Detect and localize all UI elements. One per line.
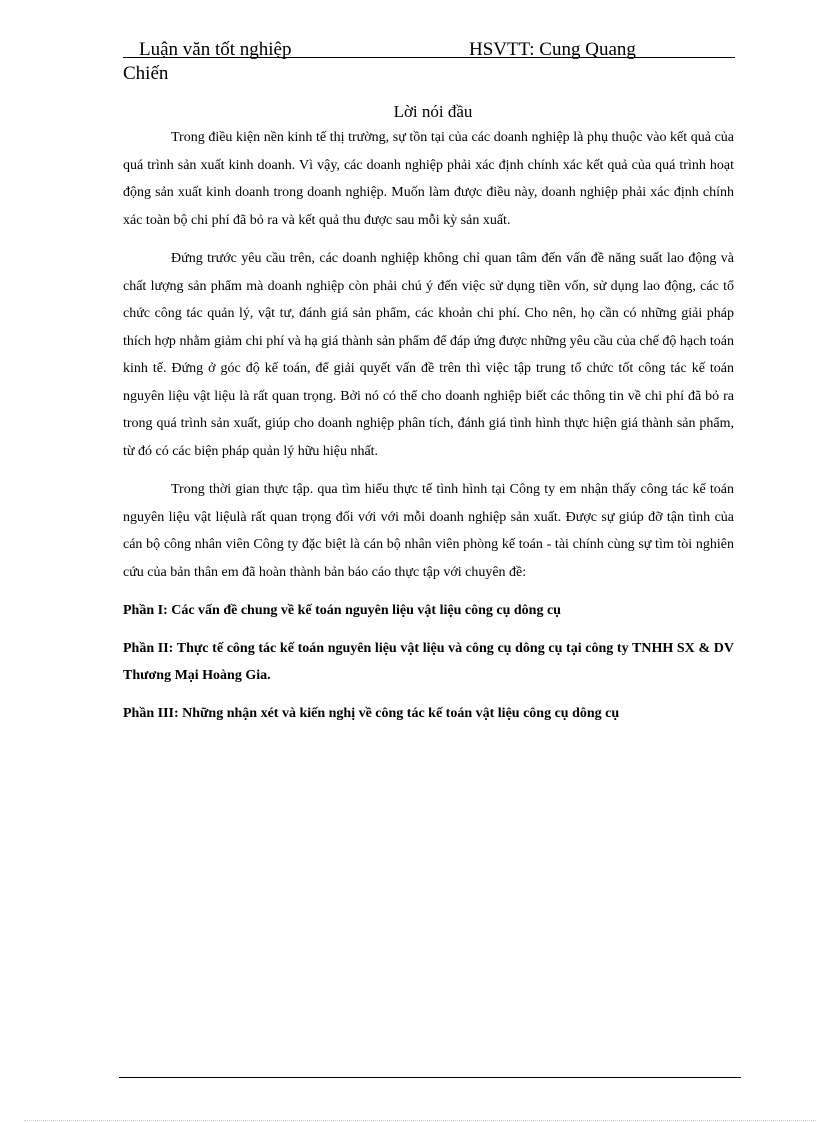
footer-rule <box>119 1077 741 1078</box>
page-header <box>123 38 735 84</box>
header-student-name-continued: Chiến <box>123 63 169 84</box>
paragraph-requirements: Đứng trước yêu cầu trên, các doanh nghiệp không chỉ quan tâm đến vấn đề năng suất lao động và chất lượng sản phẩm mà doanh nghiệp còn phải chú ý đến việc sử dụng tiền vốn, sử dụng lao động, các tổ chức công tác quản lý, vật tư, đánh giá sản phẩm, các khoản chi phí. Cho nên, họ cần có những giải pháp thích hợp nhằm giảm chi phí và hạ giá thành sản phẩm để đáp ứng được những yêu cầu của chế độ hạch toán kinh tế. Đứng ở góc độ kế toán, để giải quyết vấn đề trên thì việc tập trung tổ chức tốt công tác kế toán nguyên liệu vật liệu là rất quan trọng. Bởi nó có thể cho doanh nghiệp biết các thông tin về chi phí đã bỏ ra trong quá trình sản xuất, giúp cho doanh nghiệp phân tích, đánh giá tình hình thực hiện giá thành sản phẩm, từ đó có các biện pháp quản lý hữu hiệu nhất. <box>123 251 734 459</box>
document-title: Lời nói đầu <box>393 102 473 121</box>
paragraph-internship: Trong thời gian thực tập. qua tìm hiểu thực tế tình hình tại Công ty em nhận thấy công tác kế toán nguyên liệu vật liệulà rất quan trọng đối với với mỗi doanh nghiệp sản xuất. Được sự giúp đỡ tận tình của cán bộ công nhân viên Công ty đặc biệt là cán bộ nhân viên phòng kế toán - tài chính cùng sự tìm tòi nghiên cứu của bản thân em đã hoàn thành bản báo cáo thực tập với chuyên đề: <box>123 482 734 580</box>
header-student-label: HSVTT: Cung Quang <box>469 39 636 60</box>
header-thesis-label: Luận văn tốt nghiệp <box>139 39 292 60</box>
document-body <box>123 124 734 737</box>
part-two-heading: Phần II: Thực tế công tác kế toán nguyên liệu vật liệu và công cụ dông cụ tại công ty TNHH SX & DV Thương Mại Hoàng Gia. <box>123 640 734 683</box>
part-one-heading: Phần I: Các vấn đề chung về kế toán nguyên liệu vật liệu công cụ dông cụ <box>123 603 561 618</box>
paragraph-intro: Trong điều kiện nền kinh tế thị trường, sự tồn tại của các doanh nghiệp là phụ thuộc vào kết quả của quá trình sản xuất kinh doanh. Vì vậy, các doanh nghiệp phải xác định chính xác kết quả của quá trình hoạt động sản xuất kinh doanh trong doanh nghiệp. Muốn làm được điều này, doanh nghiệp phải xác định chính xác toàn bộ chi phí đã bỏ ra và kết quả thu được sau mỗi kỳ sản xuất. <box>123 130 734 228</box>
page-bottom-edge <box>24 1120 816 1121</box>
part-three-heading: Phần III: Những nhận xét và kiến nghị về công tác kế toán vật liệu công cụ dông cụ <box>123 705 620 721</box>
header-rule <box>123 57 735 58</box>
